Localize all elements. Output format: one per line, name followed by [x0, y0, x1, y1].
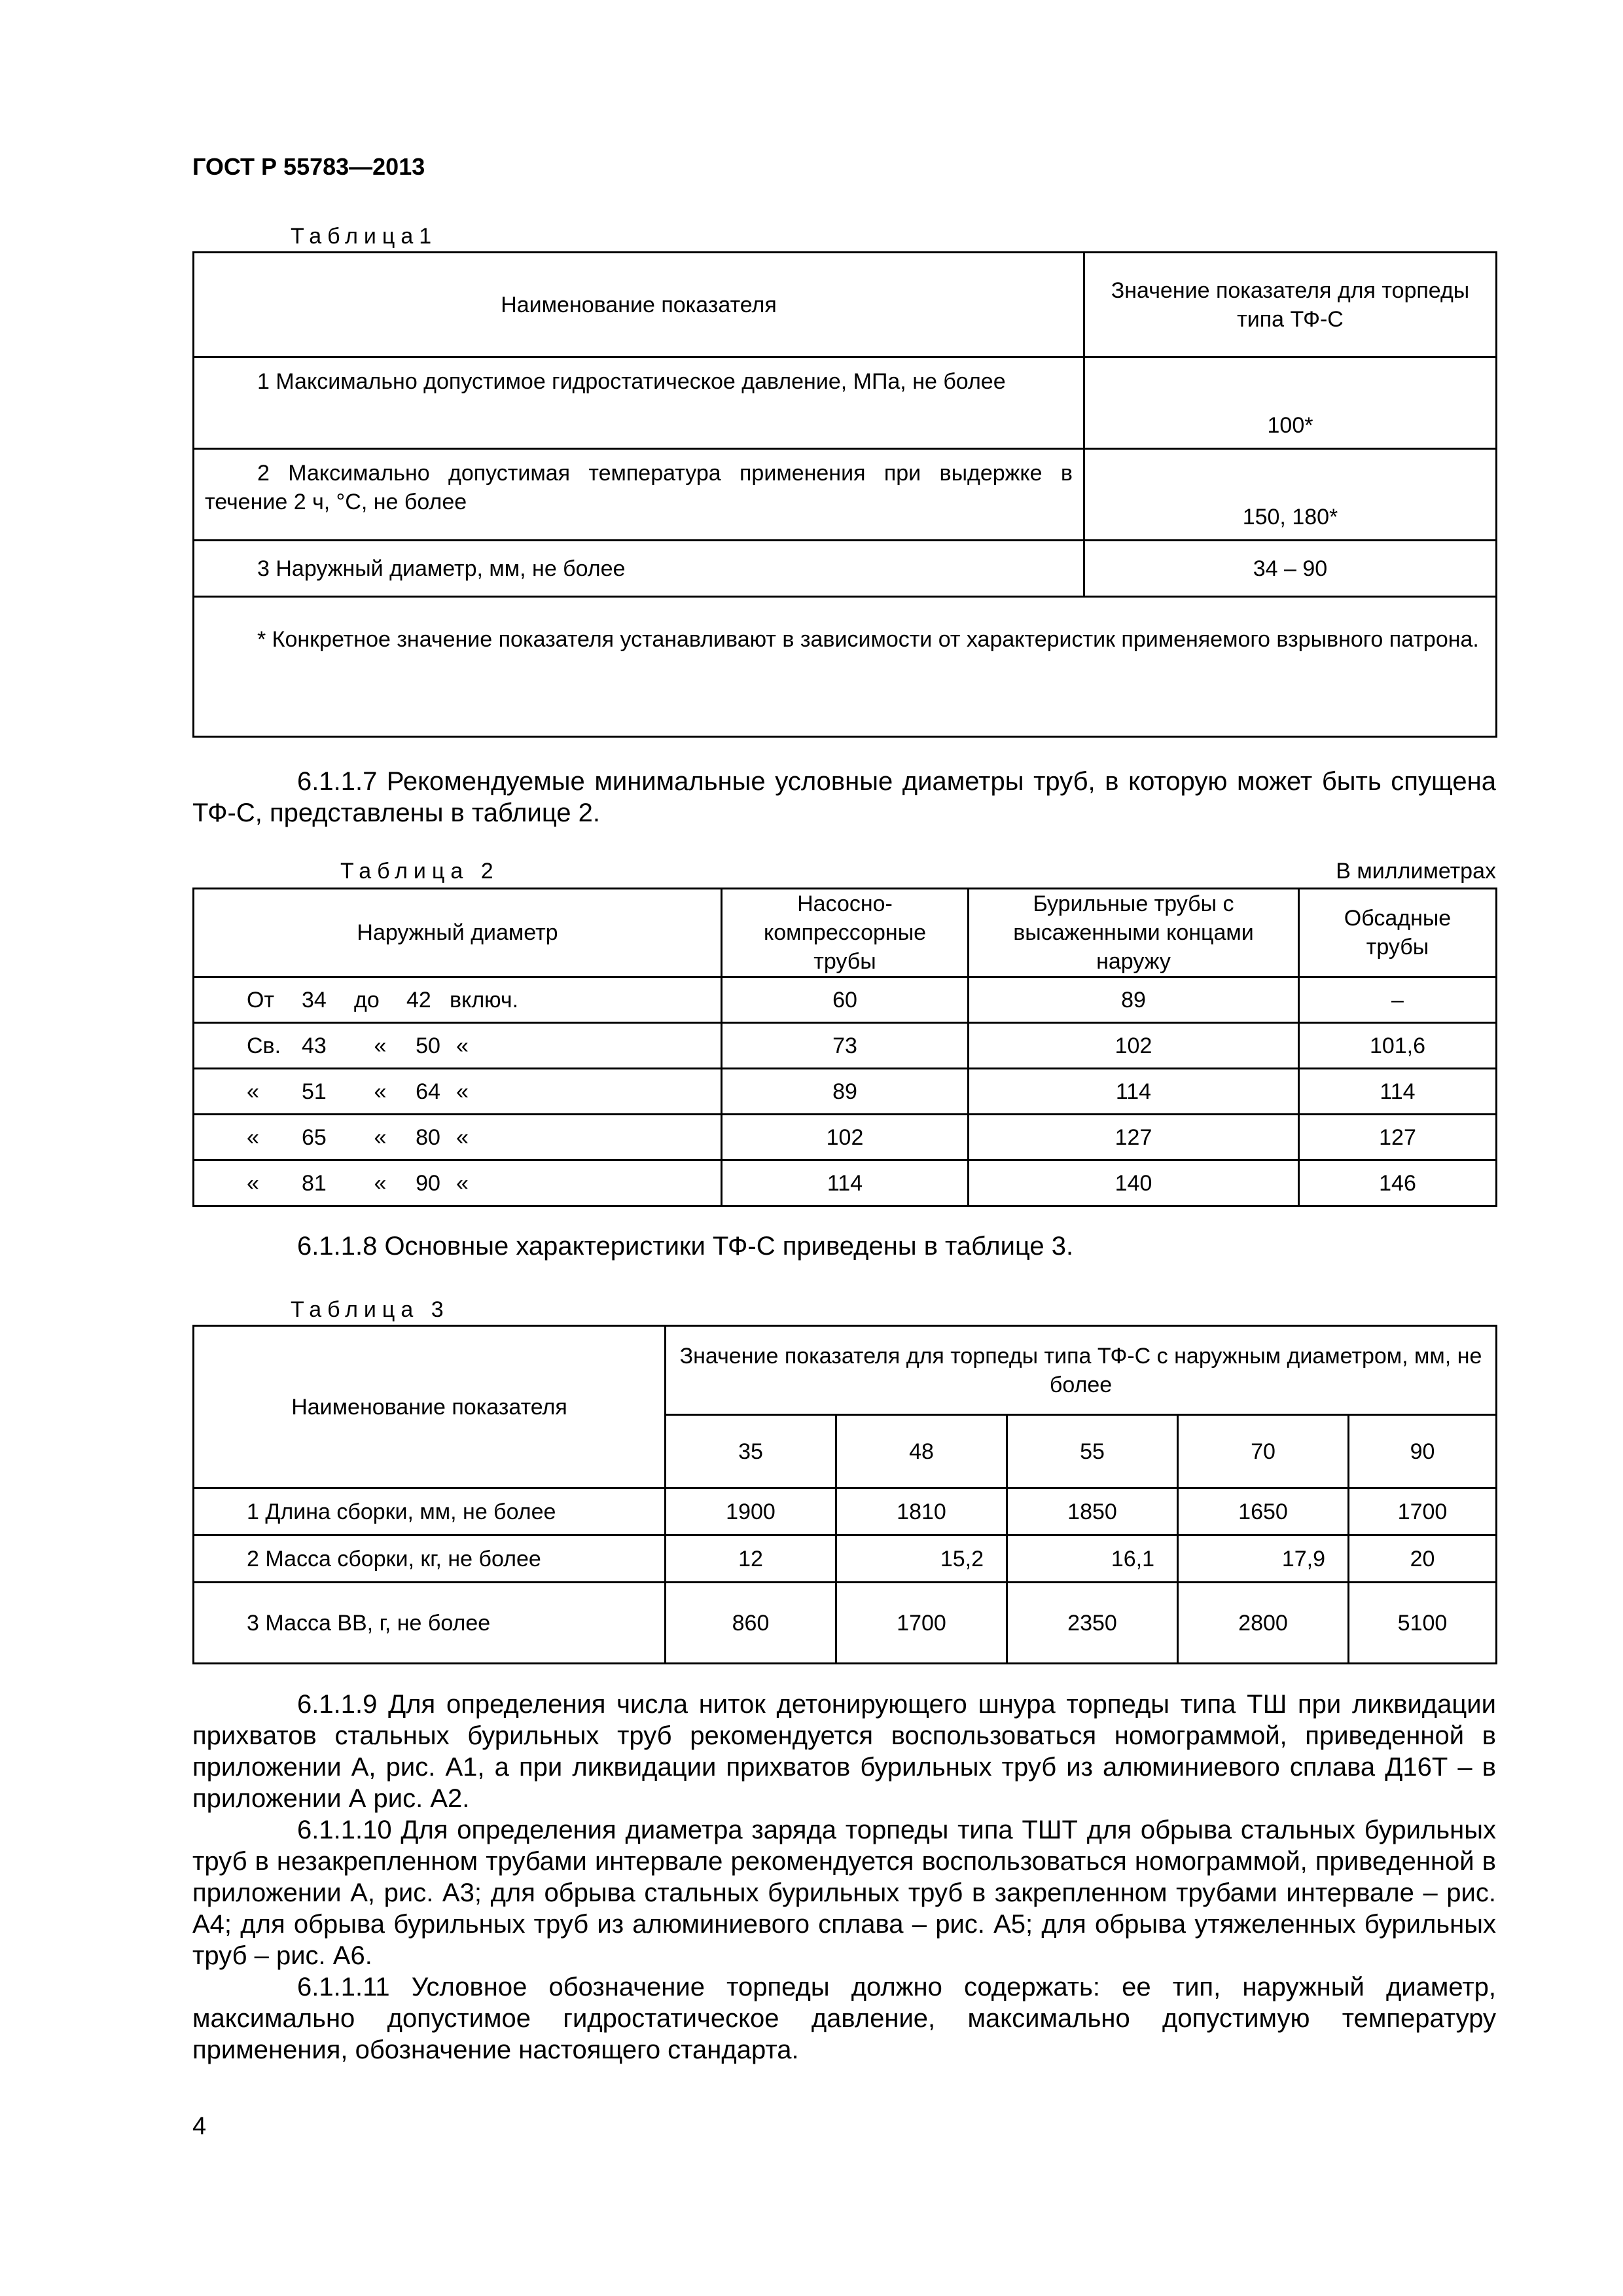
table1-col2-header: Значение показателя для торпеды типа ТФ-С — [1084, 253, 1497, 357]
table3-row3-value: 1700 — [836, 1583, 1007, 1664]
table3-row3-value: 2350 — [1007, 1583, 1178, 1664]
table-row — [194, 449, 1497, 541]
table1-footnote: * Конкретное значение показателя устанавливают в зависимости от характеристик применяемого взрывного патрона. — [194, 597, 1497, 737]
paragraph-6-1-1-10: 6.1.1.10 Для определения диаметра заряда торпеды типа ТШТ для обрыва стальных бурильных труб в незакрепленном трубами интервале рекомендуется воспользоваться номограммой, приведенной в приложении А, рис. А3; для обрыва стальных бурильных труб в закрепленном трубами интервале – рис. А4; для обрыва бурильных труб из алюминиевого сплава – рис. А5; для обрыва утяжеленных бурильных труб – рис. А6. — [192, 1816, 1496, 1970]
paragraph-6-1-1-9: 6.1.1.9 Для определения числа ниток детонирующего шнура торпеды типа ТШ при ликвидации прихватов стальных бурильных труб рекомендуется воспользоваться номограммой, приведенной в приложении А, рис. А1, а при ликвидации прихватов бурильных труб из алюминиевого сплава Д16Т – в приложении А рис. А2. — [192, 1690, 1496, 1813]
table3-row2-name: 2 Масса сборки, кг, не более — [194, 1535, 666, 1583]
table-row — [194, 977, 1497, 1023]
table1-row3-value: 34 – 90 — [1084, 541, 1497, 597]
table-row — [194, 1023, 1497, 1069]
table-row — [194, 357, 1497, 449]
table2-row5-drill-pipe: 140 — [969, 1160, 1299, 1206]
table1 — [192, 251, 1497, 738]
table3-row1-value: 1900 — [666, 1488, 836, 1535]
table2-row5-casing: 146 — [1299, 1160, 1497, 1206]
table2-row4-tubing: 102 — [722, 1115, 969, 1160]
table2-header-tubing: Насосно-компрессорные трубы — [722, 889, 969, 977]
table2 — [192, 888, 1497, 1207]
table3-diameter: 55 — [1007, 1415, 1178, 1488]
table1-row2-value: 150, 180* — [1084, 449, 1497, 541]
table-row — [194, 1160, 1497, 1206]
table-row — [194, 1535, 1497, 1583]
table3-row1-value: 1650 — [1178, 1488, 1349, 1535]
table2-row4-drill-pipe: 127 — [969, 1115, 1299, 1160]
table3-row2-value: 15,2 — [836, 1535, 1007, 1583]
table3-row3-value: 2800 — [1178, 1583, 1349, 1664]
table1-caption: Таблица1 — [291, 224, 438, 249]
document-code: ГОСТ Р 55783—2013 — [192, 153, 425, 180]
table-row — [194, 1115, 1497, 1160]
paragraph-6-1-1-11: 6.1.1.11 Условное обозначение торпеды должно содержать: ее тип, наружный диаметр, максимально допустимое гидростатическое давление, максимально допустимую температуру применения, обозначение настоящего стандарта. — [192, 1973, 1496, 2064]
table2-row3-drill-pipe: 114 — [969, 1069, 1299, 1115]
table2-header-casing: Обсадные трубы — [1299, 889, 1497, 977]
table3-diameter: 70 — [1178, 1415, 1349, 1488]
table3-caption: Таблица 3 — [291, 1297, 450, 1322]
table3-header-row — [194, 1326, 1497, 1415]
table3-row1-name: 1 Длина сборки, мм, не более — [194, 1488, 666, 1535]
table2-row5-tubing: 114 — [722, 1160, 969, 1206]
table2-row4-range: « 65 « 80 « — [194, 1115, 722, 1160]
table2-row2-casing: 101,6 — [1299, 1023, 1497, 1069]
table2-row3-tubing: 89 — [722, 1069, 969, 1115]
table2-row5-range: « 81 « 90 « — [194, 1160, 722, 1206]
table2-header-diameter: Наружный диаметр — [194, 889, 722, 977]
paragraph-6-1-1-8: 6.1.1.8 Основные характеристики ТФ-С приведены в таблице 3. — [297, 1232, 1074, 1261]
table2-row2-tubing: 73 — [722, 1023, 969, 1069]
table-row — [194, 1488, 1497, 1535]
table3-diameter: 48 — [836, 1415, 1007, 1488]
table1-row2-name: 2 Максимально допустимая температура применения при выдержке в течение 2 ч, °С, не более — [194, 449, 1084, 541]
table3-row2-value: 12 — [666, 1535, 836, 1583]
table1-row1-name: 1 Максимально допустимое гидростатическое давление, МПа, не более — [194, 357, 1084, 449]
table3-row1-value: 1810 — [836, 1488, 1007, 1535]
table-row — [194, 541, 1497, 597]
table1-col1-header: Наименование показателя — [194, 253, 1084, 357]
paragraph-6-1-1-7: 6.1.1.7 Рекомендуемые минимальные условные диаметры труб, в которую может быть спущена ТФ-С, представлены в таблице 2. — [192, 767, 1496, 827]
table-row — [194, 1583, 1497, 1664]
table2-unit: В миллиметрах — [1336, 859, 1496, 884]
table2-header-drill-pipe: Бурильные трубы с высаженными концами наружу — [969, 889, 1299, 977]
table2-header-row — [194, 889, 1497, 977]
table3-row3-value: 5100 — [1349, 1583, 1497, 1664]
table3 — [192, 1325, 1497, 1664]
table1-row1-value: 100* — [1084, 357, 1497, 449]
table2-row3-range: « 51 « 64 « — [194, 1069, 722, 1115]
table2-row2-range: Св. 43 « 50 « — [194, 1023, 722, 1069]
table2-row1-drill-pipe: 89 — [969, 977, 1299, 1023]
table2-row1-range: От 34 до 42 включ. — [194, 977, 722, 1023]
table3-row2-value: 16,1 — [1007, 1535, 1178, 1583]
paragraph-block — [192, 1689, 1496, 2066]
table-row — [194, 1069, 1497, 1115]
table1-header-row — [194, 253, 1497, 357]
page-number: 4 — [192, 2113, 207, 2140]
table2-row4-casing: 127 — [1299, 1115, 1497, 1160]
table2-row3-casing: 114 — [1299, 1069, 1497, 1115]
table3-diameter: 35 — [666, 1415, 836, 1488]
table2-caption: Таблица 2 — [340, 859, 499, 884]
table3-row3-value: 860 — [666, 1583, 836, 1664]
table3-col1-header: Наименование показателя — [194, 1326, 666, 1488]
table1-row3-name: 3 Наружный диаметр, мм, не более — [194, 541, 1084, 597]
table3-group-header: Значение показателя для торпеды типа ТФ-С с наружным диаметром, мм, не более — [666, 1326, 1497, 1415]
table3-row1-value: 1850 — [1007, 1488, 1178, 1535]
table3-row2-value: 20 — [1349, 1535, 1497, 1583]
table2-row2-drill-pipe: 102 — [969, 1023, 1299, 1069]
table1-footnote-row — [194, 597, 1497, 737]
table3-row3-name: 3 Масса ВВ, г, не более — [194, 1583, 666, 1664]
table3-diameter: 90 — [1349, 1415, 1497, 1488]
table3-row2-value: 17,9 — [1178, 1535, 1349, 1583]
table2-row1-tubing: 60 — [722, 977, 969, 1023]
table3-row1-value: 1700 — [1349, 1488, 1497, 1535]
table2-row1-casing: – — [1299, 977, 1497, 1023]
